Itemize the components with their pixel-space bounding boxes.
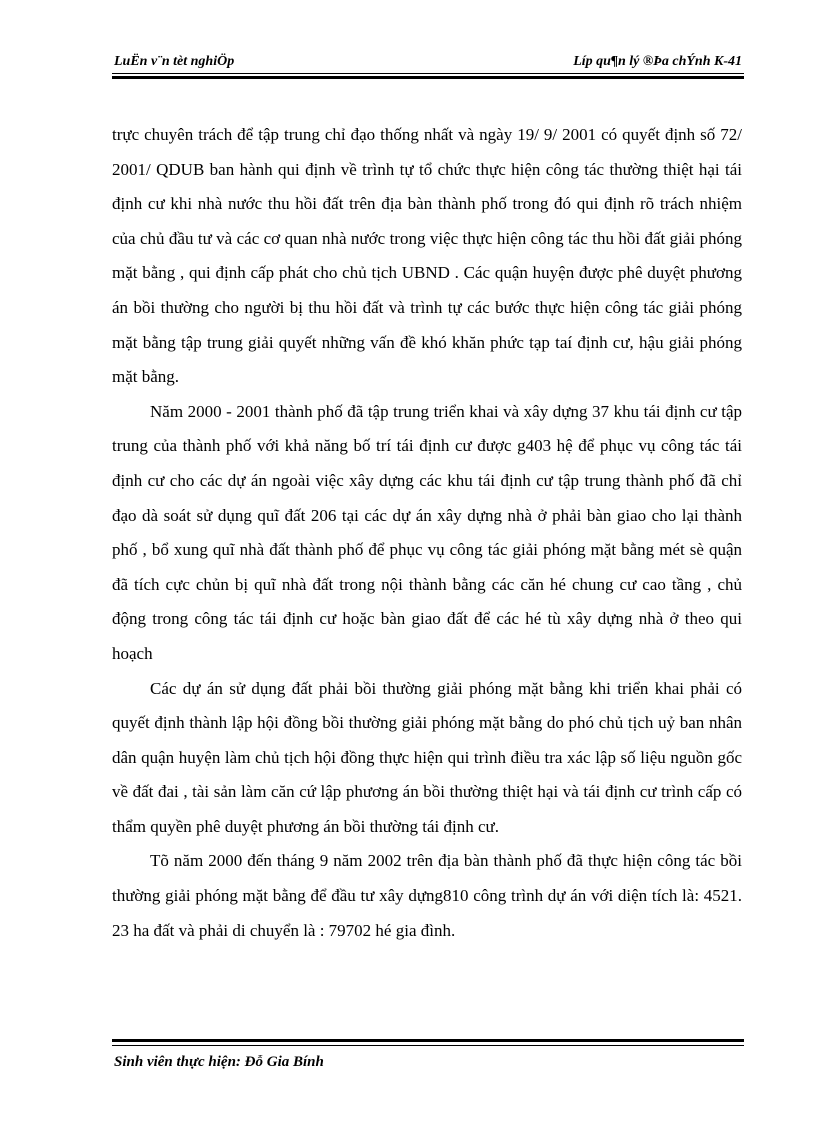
paragraph: Năm 2000 - 2001 thành phố đã tập trung triển khai và xây dựng 37 khu tái định cư tập trung của thành phố với khả năng bố trí tái định cư được g403 hệ để phục vụ công tác tái định cư cho các dự án ngoài việc xây dựng các khu tái định cư tập trung thành phố đã chỉ đạo dà soát sử dụng quĩ đất 206 tại các dự án xây dựng nhà ở phải bàn giao cho lại thành phố , bổ xung quĩ nhà đất thành phố để phục vụ công tác giải phóng mặt bằng mét sè quận đã tích cực chủn bị quĩ nhà đất trong nội thành bằng các căn hé chung cư cao tầng , chủ động trong công tác tái định cư hoặc bàn giao đất để các hé tù xây dựng nhà ở theo qui hoạch <box>112 401 742 663</box>
document-body <box>112 118 742 948</box>
header-class-label: Líp qu¶n lý ®Þa chÝnh K-41 <box>573 54 742 69</box>
header-rule <box>112 73 744 79</box>
header-thesis-label: LuËn v¨n tèt nghiÖp <box>114 54 235 69</box>
page-header <box>112 50 744 74</box>
footer-rule <box>112 1039 744 1046</box>
page-footer: Sinh viên thực hiện: Đỗ Gia Bính <box>114 1054 324 1070</box>
paragraph: Các dự án sử dụng đất phải bồi thường giải phóng mặt bằng khi triển khai phải có quyết định thành lập hội đồng bồi thường giải phóng mặt bằng do phó chủ tịch uỷ ban nhân dân quận huyện làm chủ tịch hội đồng thực hiện qui trình điều tra xác lập số liệu nguồn gốc về đất đai , tài sản làm căn cứ lập phương án bồi thường thiệt hại và tái định cư trình cấp có thẩm quyền phê duyệt phương án bồi thường tái định cư. <box>112 678 742 836</box>
paragraph-continued: trực chuyên trách để tập trung chỉ đạo thống nhất và ngày 19/ 9/ 2001 có quyết định số 72/ 2001/ QDUB ban hành qui định về trình tự tổ chức thực hiện công tác thường thiệt hại tái định cư khi nhà nước thu hồi đất trên địa bàn thành phố trong đó qui định rõ trách nhiệm của chủ đầu tư và các cơ quan nhà nước trong việc thực hiện công tác thu hồi đất giải phóng mặt bằng , qui định cấp phát cho chủ tịch UBND . Các quận huyện được phê duyệt phương án bồi thường cho người bị thu hồi đất và trình tự các bước thực hiện công tác giải phóng mặt bằng tập trung giải quyết những vấn đề khó khăn phức tạp taí định cư, hậu giải phóng mặt bằng. <box>112 125 742 387</box>
paragraph: Tõ năm 2000 đến tháng 9 năm 2002 trên địa bàn thành phố đã thực hiện công tác bồi thường giải phóng mặt bằng để đầu tư xây dựng810 công trình dự án với diện tích là: 4521. 23 ha đất và phải di chuyển là : 79702 hé gia đình. <box>112 851 742 940</box>
